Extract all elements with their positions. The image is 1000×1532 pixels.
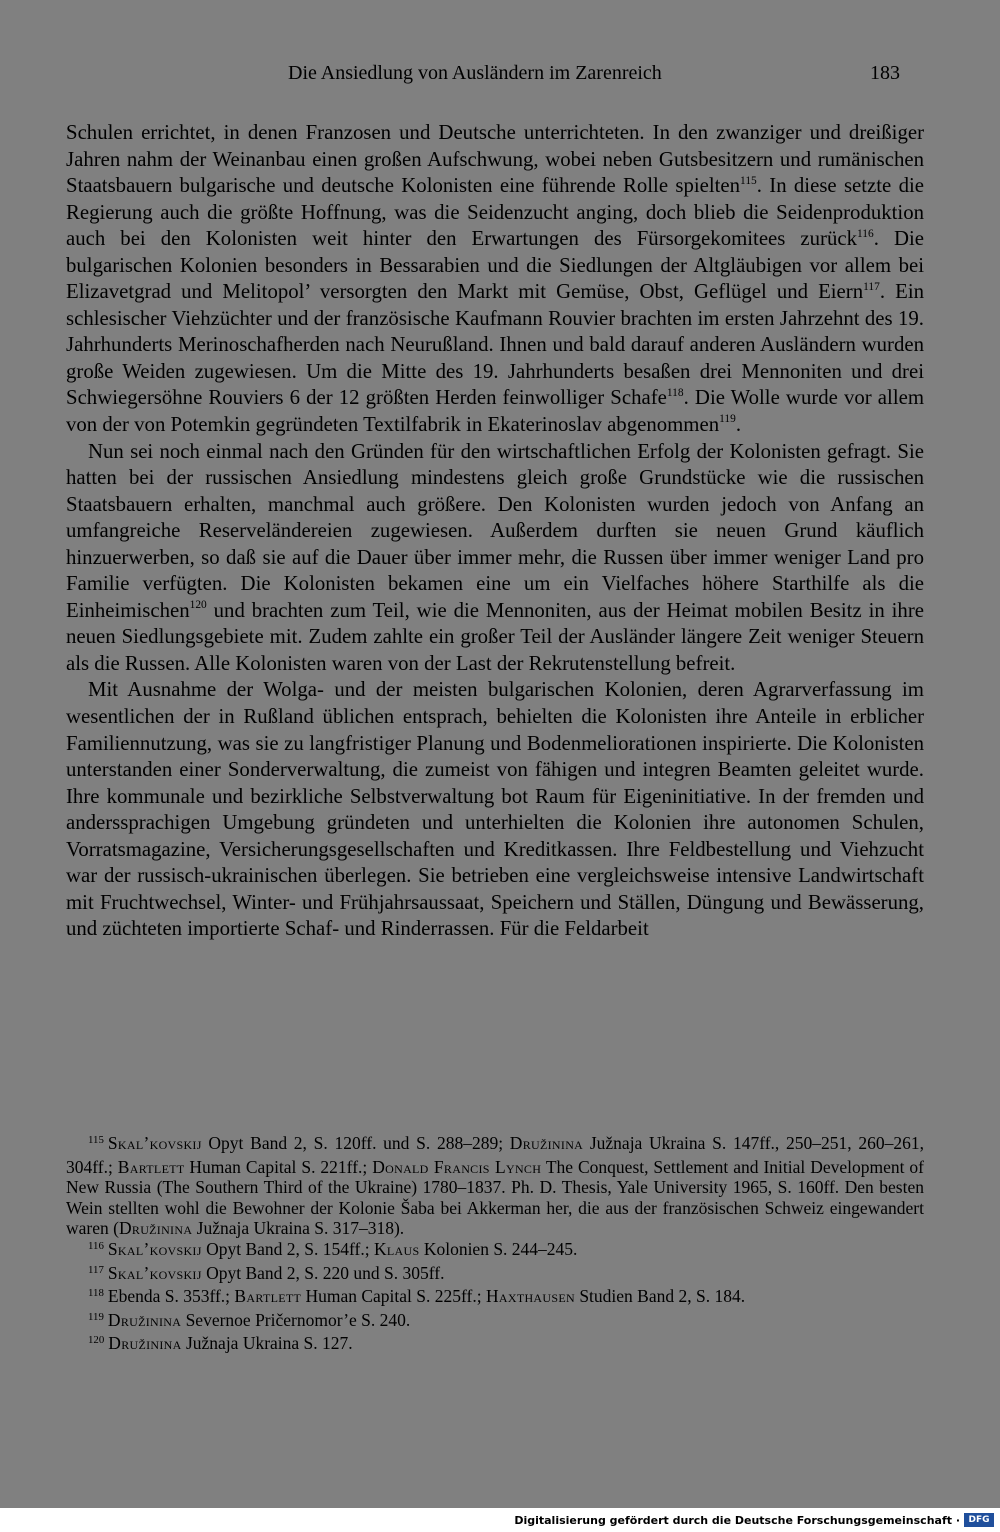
footnote-number: 120	[88, 1334, 105, 1347]
footnote-ref: 118	[666, 386, 684, 399]
footnote-number: 119	[88, 1310, 104, 1323]
author-name: Družinina	[118, 1218, 193, 1239]
footnote-number: 117	[88, 1263, 104, 1276]
footnote-text: The Conquest, Settlement and Initial Development of New Russia (The Southern Third of the Ukraine) 1780–1837. Ph. D. Thesis, Yale University 1965, S. 160ff. Den besten Wein stellten wohl die Bewohner der Kolonie Šaba bei Akkerman her, die aus der französischen Schweiz eingewandert waren (	[66, 1156, 925, 1239]
text-run: Schulen errichtet, in denen Franzosen und Deutsche unterrichteten. In den zwanziger und dreißiger Jahren nahm der Weinanbau einen großen Aufschwung, wobei neben Gutsbesitzern und rumänischen Staatsbauern bulgarische und deutsche Kolonisten eine führende Rolle spielten	[66, 121, 924, 198]
text-run: und brachten zum Teil, wie die Mennoniten, aus der Heimat mobilen Besitz in ihre neuen Siedlungsgebiete mit. Zudem zahlte ein großer Teil der Ausländer längere Zeit weniger Steuern als die Russen. Alle Kolonisten waren von der Last der Rekrutenstellung befreit.	[66, 598, 924, 675]
author-name: Skal’kovskij	[107, 1238, 202, 1259]
author-name: Skal’kovskij	[107, 1262, 202, 1283]
footnote-text: Human Capital S. 221ff.;	[184, 1156, 373, 1177]
footnote-ref: 119	[719, 413, 736, 426]
text-run: .	[735, 413, 742, 437]
text-run: Nun sei noch einmal nach den Gründen für den wirtschaftlichen Erfolg der Kolonisten gefragt. Sie hatten bei der russischen Ansiedlung mindestens gleich große Grundstücke wie die russischen Staatsbauern erhalten, manchmal auch größere. Den Kolonisten wurden jedoch von Anfang an umfangreiche Reserveländereien zugewiesen. Außerdem durften sie neuen Grund käuflich hinzuerwerben, so daß sie auf die Dauer über immer mehr, die Russen über immer weniger Land pro Familie verfügten. Die Kolonisten bekamen eine um ein Vielfaches höhere Starthilfe als die Einheimischen	[66, 439, 924, 622]
footnote-ref: 117	[863, 280, 880, 293]
footnote-120	[66, 1333, 924, 1357]
dfg-logo-icon: DFG	[964, 1513, 994, 1527]
text-run: Mit Ausnahme der Wolga- und der meisten bulgarischen Kolonien, deren Agrarverfassung im wesentlichen der in Rußland üblichen entsprach, behielten die Kolonisten ihre Anteile in erblicher Familiennutzung, was sie zu langfristiger Planung und Bodenmeliorationen inspirierte. Die Kolonisten unterstanden einer Sonderverwaltung, die zumeist von fähigen und integren Beamten geleitet wurde. Ihre kommunale und bezirkliche Selbstverwaltung bot Raum für Eigeninitiative. In der fremden und anderssprachigen Umgebung gründeten und unterhielten die Kolonien ihre autonomen Schulen, Vorratsmagazine, Versicherungsgesellschaften und Kreditkassen. Ihre Feldbestellung und Viehzucht war der russisch-ukrainischen überlegen. Sie betrieben eine vergleichsweise intensive Landwirtschaft mit Fruchtwechsel, Winter- und Frühjahrsaussaat, Speichern und Ställen, Düngung und Bewässerung, und züchteten importierte Schaf- und Rinderrassen. Für die Feldarbeit	[66, 678, 924, 941]
footnote-text: Human Capital S. 225ff.;	[301, 1286, 486, 1307]
footnote-number: 118	[88, 1287, 104, 1300]
author-name: Skal’kovskij	[107, 1133, 202, 1153]
body-text	[66, 120, 924, 943]
footnote-text: Studien Band 2, S. 184.	[574, 1286, 746, 1307]
footnote-text: Južnaja Ukraina S. 317–318).	[192, 1218, 405, 1239]
footnote-text: Opyt Band 2, S. 220 und S. 305ff.	[201, 1262, 445, 1283]
footnote-text: Južnaja Ukraina S. 127.	[181, 1333, 353, 1354]
footnote-ref: 116	[857, 227, 874, 240]
text-run: . Die bulgarischen Kolonien besonders in Bessarabien und die Siedlungen der Altgläubigen vor allem bei Elizavetgrad und Melitopol’ versorgten den Markt mit Gemüse, Obst, Geflügel und Eiern	[66, 227, 924, 304]
footnote-115	[66, 1133, 924, 1239]
paragraph-1	[66, 120, 924, 439]
author-name: Bartlett	[117, 1156, 185, 1177]
running-head	[0, 62, 1000, 90]
text-run: . Die Wolle wurde vor allem von der von Potemkin gegründeten Textilfabrik in Ekaterinoslav abgenommen	[66, 386, 925, 437]
footnote-number: 115	[88, 1134, 104, 1147]
footnote-ref: 115	[740, 174, 757, 187]
digitization-credit-bar	[0, 1508, 1000, 1532]
author-name: Klaus	[373, 1238, 420, 1259]
author-name: Haxthausen	[485, 1286, 575, 1307]
footnote-116	[66, 1239, 924, 1263]
footnote-text: Opyt Band 2, S. 154ff.;	[201, 1238, 374, 1259]
author-name: Družinina	[509, 1133, 584, 1153]
text-run: . Ein schlesischer Viehzüchter und der französische Kaufmann Rouvier brachten im ersten Jahrzehnt des 19. Jahrhunderts Merinoschafherden nach Neurußland. Ihnen und bald darauf anderen Ausländern wurden große Weiden zugewiesen. Um die Mitte des 19. Jahrhunderts besaßen drei Mennoniten und drei Schwiegersöhne Rouviers 6 der 12 größten Herden feinwolliger Schafe	[66, 280, 924, 410]
paragraph-2	[66, 439, 924, 678]
footnote-117	[66, 1263, 924, 1287]
paragraph-3	[66, 677, 924, 942]
footnote-ref: 120	[189, 599, 207, 612]
credit-text: Digitalisierung gefördert durch die Deutsche Forschungsgemeinschaft ·	[514, 1514, 960, 1527]
footnote-118	[66, 1286, 924, 1310]
author-name: Družinina	[108, 1333, 182, 1354]
footnotes	[66, 1133, 924, 1357]
text-run: . In diese setzte die Regierung auch die größte Hoffnung, was die Seidenzucht anging, doch blieb die Seidenproduktion auch bei den Kolonisten weit hinter den Erwartungen des Fürsorgekomitees zurück	[66, 174, 924, 251]
footnote-text: Ebenda S. 353ff.;	[107, 1286, 235, 1307]
author-name: Bartlett	[234, 1286, 302, 1307]
running-title: Die Ansiedlung von Ausländern im Zarenreich	[288, 62, 662, 84]
footnote-text: Severnoe Pričernomor’e S. 240.	[181, 1309, 411, 1330]
footnote-text: Opyt Band 2, S. 120ff. und S. 288–289;	[201, 1133, 510, 1153]
page-number: 183	[870, 62, 900, 84]
footnote-text: Južnaja Ukraina S. 147ff., 250–251, 260–261, 304ff.;	[66, 1133, 924, 1177]
footnote-number: 116	[88, 1240, 104, 1253]
author-name: Družinina	[107, 1309, 182, 1330]
author-name: Donald Francis Lynch	[372, 1156, 542, 1177]
footnote-119	[66, 1310, 924, 1334]
footnote-text: Kolonien S. 244–245.	[419, 1238, 578, 1259]
